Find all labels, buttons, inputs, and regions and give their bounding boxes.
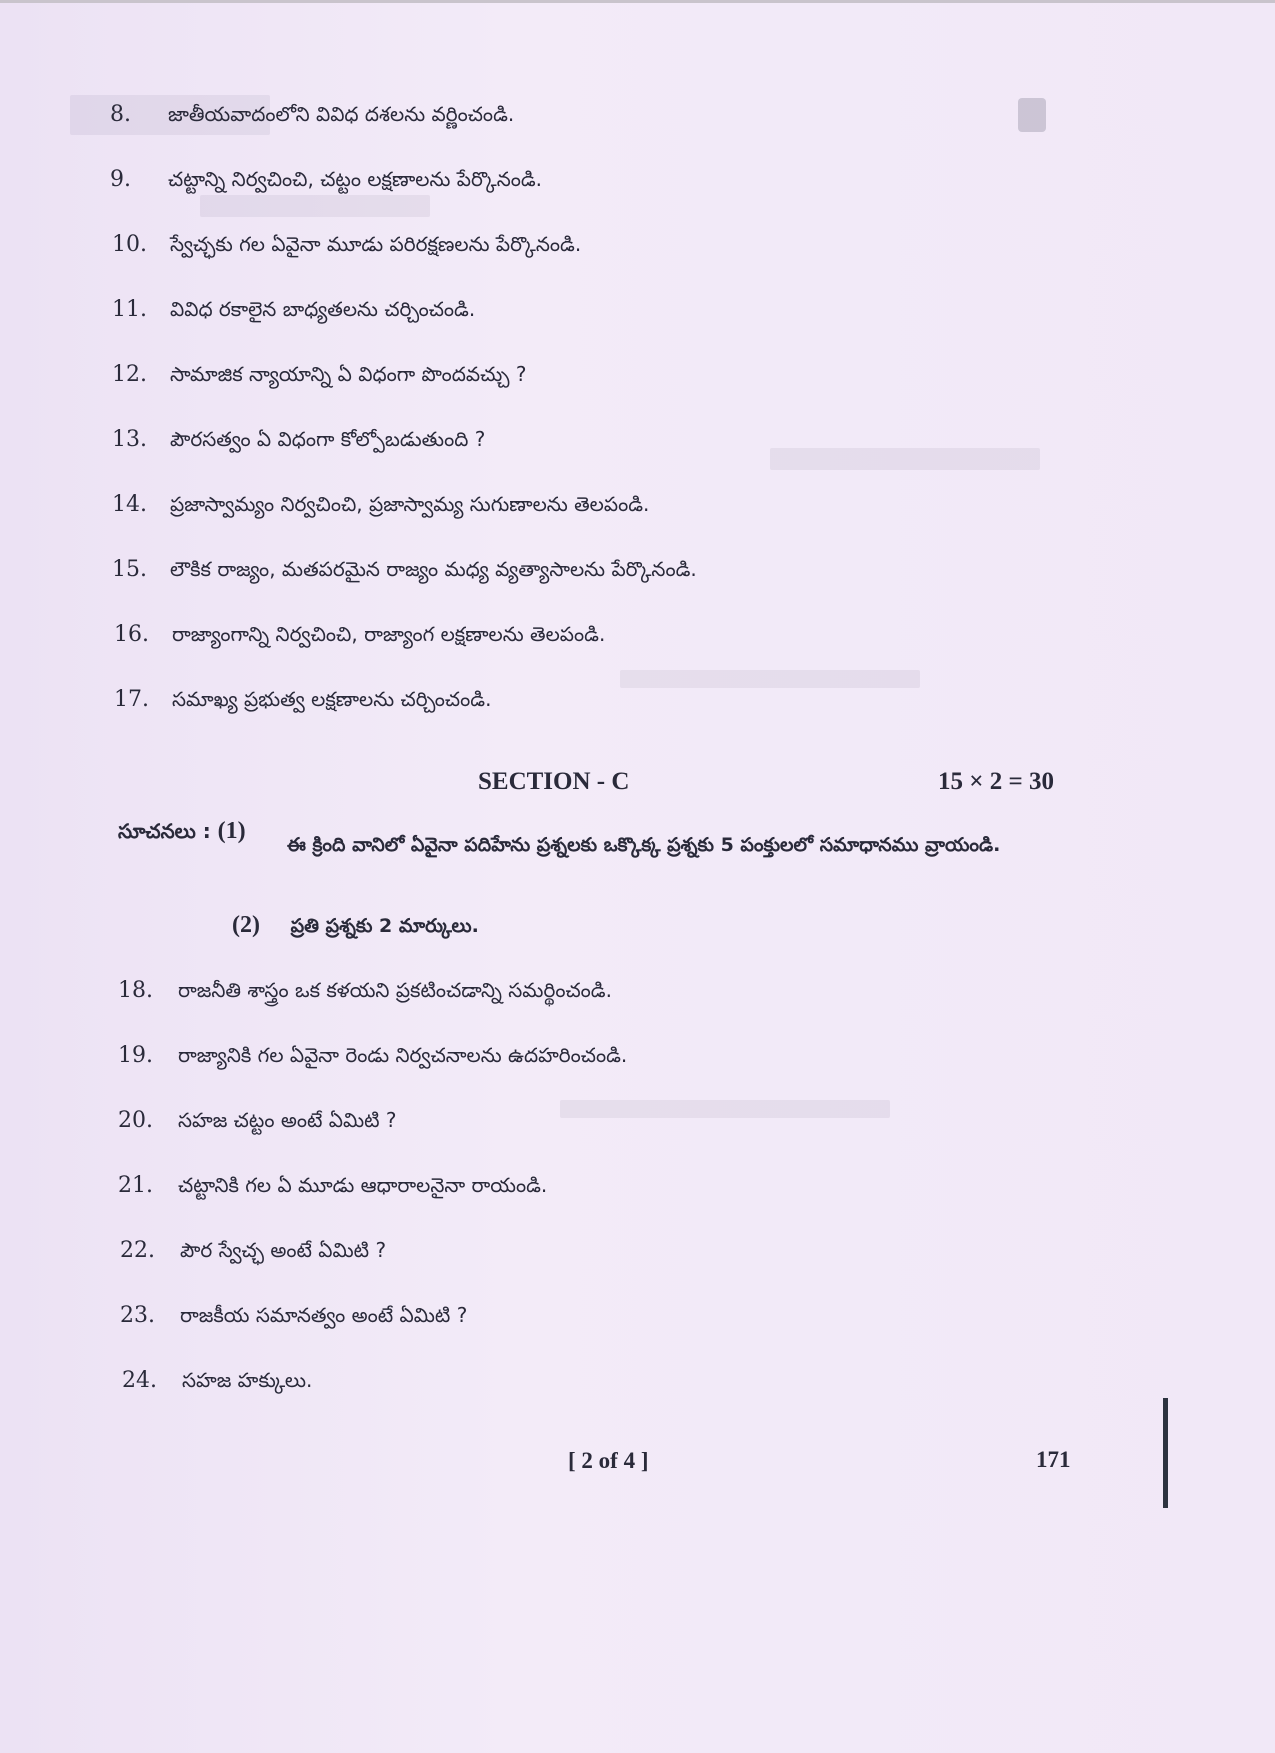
question-number: 20. xyxy=(118,1108,153,1133)
section-heading: SECTION - C xyxy=(478,768,630,795)
question-number: 13. xyxy=(112,427,147,452)
question-text: సమాఖ్య ప్రభుత్వ లక్షణాలను చర్చించండి. xyxy=(172,687,492,711)
question-text: రాజకీయ సమానత్వం అంటే ఏమిటి ? xyxy=(180,1303,468,1327)
question-text: లౌకిక రాజ్యం, మతపరమైన రాజ్యం మధ్య వ్యత్యాసాలను పేర్కొనండి. xyxy=(170,557,697,581)
instruction-1-number: (1) xyxy=(217,818,246,844)
question-20 xyxy=(118,1106,397,1135)
question-number: 17. xyxy=(114,687,149,712)
question-text: ప్రజాస్వామ్యం నిర్వచించి, ప్రజాస్వామ్య సుగుణాలను తెలపండి. xyxy=(170,492,650,516)
question-22 xyxy=(120,1236,386,1265)
question-11 xyxy=(112,295,475,324)
question-17 xyxy=(114,685,491,714)
question-16 xyxy=(114,620,605,649)
question-text: సామాజిక న్యాయాన్ని ఏ విధంగా పొందవచ్చు ? xyxy=(170,362,527,386)
question-text: పౌరసత్వం ఏ విధంగా కోల్పోబడుతుంది ? xyxy=(170,427,486,451)
question-9 xyxy=(110,165,542,194)
question-text: చట్టానికి గల ఏ మూడు ఆధారాలనైనా రాయండి. xyxy=(178,1173,548,1197)
question-text: సహజ హక్కులు. xyxy=(182,1368,313,1392)
question-text: రాజ్యాంగాన్ని నిర్వచించి, రాజ్యాంగ లక్షణాలను తెలపండి. xyxy=(172,622,606,646)
question-number: 15. xyxy=(112,557,147,582)
question-text: జాతీయవాదంలోని వివిధ దశలను వర్ణించండి. xyxy=(168,102,515,126)
question-14 xyxy=(112,490,649,519)
question-text: రాజనీతి శాస్త్రం ఒక కళయని ప్రకటించడాన్ని సమర్థించండి. xyxy=(178,978,612,1002)
question-number: 23. xyxy=(120,1303,155,1328)
question-12 xyxy=(112,360,526,389)
question-text: చట్టాన్ని నిర్వచించి, చట్టం లక్షణాలను పేర్కొనండి. xyxy=(168,167,543,191)
question-number: 14. xyxy=(112,492,147,517)
instruction-2-number: (2) xyxy=(232,912,260,938)
question-24 xyxy=(122,1366,312,1395)
question-number: 11. xyxy=(112,297,147,322)
question-23 xyxy=(120,1301,467,1330)
question-19 xyxy=(118,1041,627,1070)
instruction-1: ఈ క్రింది వానిలో ఏవైనా పదిహేను ప్రశ్నలకు ఒక్కొక్క ప్రశ్నకు 5 పంక్తులలో సమాధానము వ్రాయండి. xyxy=(287,834,1001,856)
paper-code: 171 xyxy=(1036,1447,1071,1472)
margin-bar xyxy=(1163,1398,1168,1508)
question-number: 18. xyxy=(118,978,153,1003)
question-13 xyxy=(112,425,485,454)
question-number: 10. xyxy=(112,232,147,257)
top-edge-line xyxy=(0,0,1275,3)
question-10 xyxy=(112,230,581,259)
question-number: 21. xyxy=(118,1173,153,1198)
page-indicator: [ 2 of 4 ] xyxy=(568,1448,649,1473)
instructions-label-text: సూచనలు : xyxy=(118,819,211,843)
question-number: 22. xyxy=(120,1238,155,1263)
question-text: వివిధ రకాలైన బాధ్యతలను చర్చించండి. xyxy=(170,297,476,321)
question-18 xyxy=(118,976,612,1005)
question-text: స్వేచ్ఛకు గల ఏవైనా మూడు పరిరక్షణలను పేర్కొనండి. xyxy=(170,232,582,256)
question-number: 19. xyxy=(118,1043,153,1068)
section-marks: 15 × 2 = 30 xyxy=(938,768,1054,795)
question-number: 16. xyxy=(114,622,149,647)
instruction-2 xyxy=(232,912,479,942)
question-21 xyxy=(118,1171,547,1200)
bleed-through-mark xyxy=(1018,98,1046,132)
question-number: 9. xyxy=(110,167,131,192)
question-number: 12. xyxy=(112,362,147,387)
question-text: పౌర స్వేచ్ఛ అంటే ఏమిటి ? xyxy=(180,1238,387,1262)
question-number: 8. xyxy=(110,102,131,127)
instructions-label xyxy=(118,818,246,848)
question-text: రాజ్యానికి గల ఏవైనా రెండు నిర్వచనాలను ఉదహరించండి. xyxy=(178,1043,628,1067)
question-8 xyxy=(110,100,514,129)
question-15 xyxy=(112,555,697,584)
question-number: 24. xyxy=(122,1368,157,1393)
instruction-2-text: ప్రతి ప్రశ్నకు 2 మార్కులు. xyxy=(290,915,479,937)
question-text: సహజ చట్టం అంటే ఏమిటి ? xyxy=(178,1108,397,1132)
